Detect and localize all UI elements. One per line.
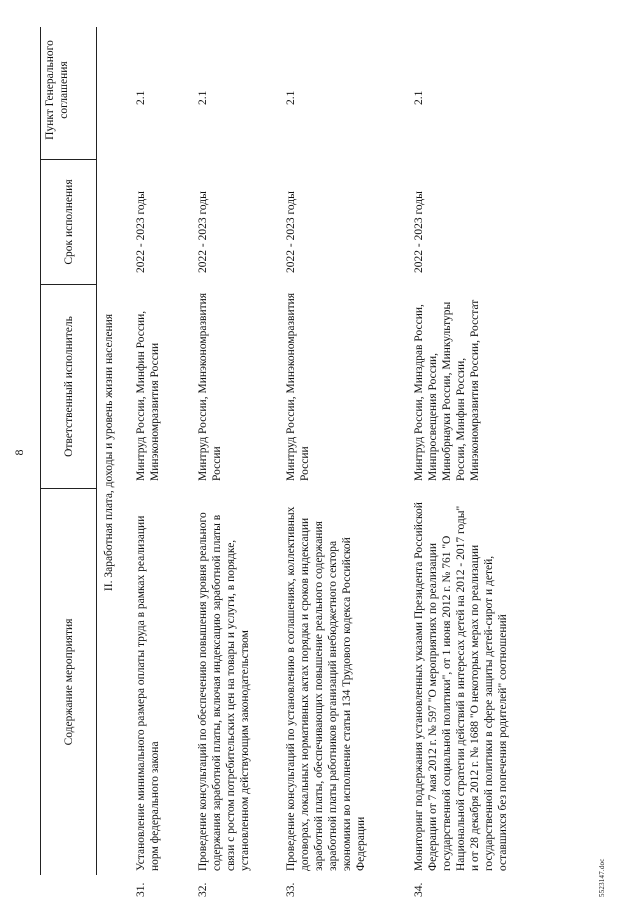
row-deadline: 2022 - 2023 годы (285, 191, 297, 273)
header-executor: Ответственный исполнитель (63, 316, 75, 457)
row-content: Мониторинг поддержания установленных указами Президента Российской Федерации от 7 мая 2012 г. № 597 "О мероприятиях по реализации государственной социальной политики", от 1 июня 2012 г. № 761 "О Национальной стратегии действий в интересах детей на 2012 - 2017 годы" и от 28 декабря 2012 г. № 1688 "О некоторых мерах по реализации государственной политики в сфере защиты детей-сирот и детей, оставшихся без попечения родителей" соотношений (413, 502, 510, 871)
row-deadline: 2022 - 2023 годы (197, 191, 209, 273)
row-executor: Минтруд России, Минэкономразвития России (285, 292, 312, 481)
row-executor: Минтруд России, Минэкономразвития России (197, 292, 224, 481)
row-clause: 2.1 (197, 90, 209, 105)
table-top-rule (40, 27, 41, 875)
row-clause: 2.1 (413, 90, 425, 105)
row-clause: 2.1 (285, 90, 297, 105)
section-title: II. Заработная плата, доходы и уровень жизни населения (103, 313, 115, 592)
row-content: Установление минимального размера оплаты труда в рамках реализации норм федерального закона (135, 515, 162, 871)
header-deadline: Срок исполнения (63, 179, 75, 265)
row-content: Проведение консультаций по обеспечению повышения уровня реального содержания заработной платы, включая индексацию заработной платы в связи с ростом потребительских цен на товары и услуги, в порядке, установленном действующим законодательством (197, 512, 252, 871)
row-content: Проведение консультаций по установлению в соглашениях, коллективных договорах, локальных нормативных актах порядка и сроков индексации заработной платы, обеспечивающих повышение реального содержания заработной платы работников организаций внебюджетного сектора экономики во исполнение статьи 134 Трудового кодекса Российской Федерации (285, 506, 368, 871)
row-number: 32. (197, 882, 209, 897)
row-number: 33. (285, 882, 297, 897)
row-executor: Минтруд России, Минфин России, Минэкономразвития России (135, 310, 162, 481)
header-clause: Пункт Генерального соглашения (44, 40, 71, 140)
header-bottom-rule (96, 27, 97, 875)
row-deadline: 2022 - 2023 годы (135, 191, 147, 273)
header-content: Содержание мероприятия (63, 618, 75, 746)
row-deadline: 2022 - 2023 годы (413, 191, 425, 273)
page-number: 8 (12, 449, 26, 456)
row-number: 31. (135, 882, 147, 897)
row-number: 34. (413, 882, 425, 897)
row-executor: Минтруд России, Минздрав России, Минпросвещения России, Минобрнауки России, Минкультуры России, Минфин России, Минэкономразвития России, Росстат (413, 299, 482, 481)
footer-doc-code: 5523147.doc (598, 858, 606, 897)
row-clause: 2.1 (135, 90, 147, 105)
